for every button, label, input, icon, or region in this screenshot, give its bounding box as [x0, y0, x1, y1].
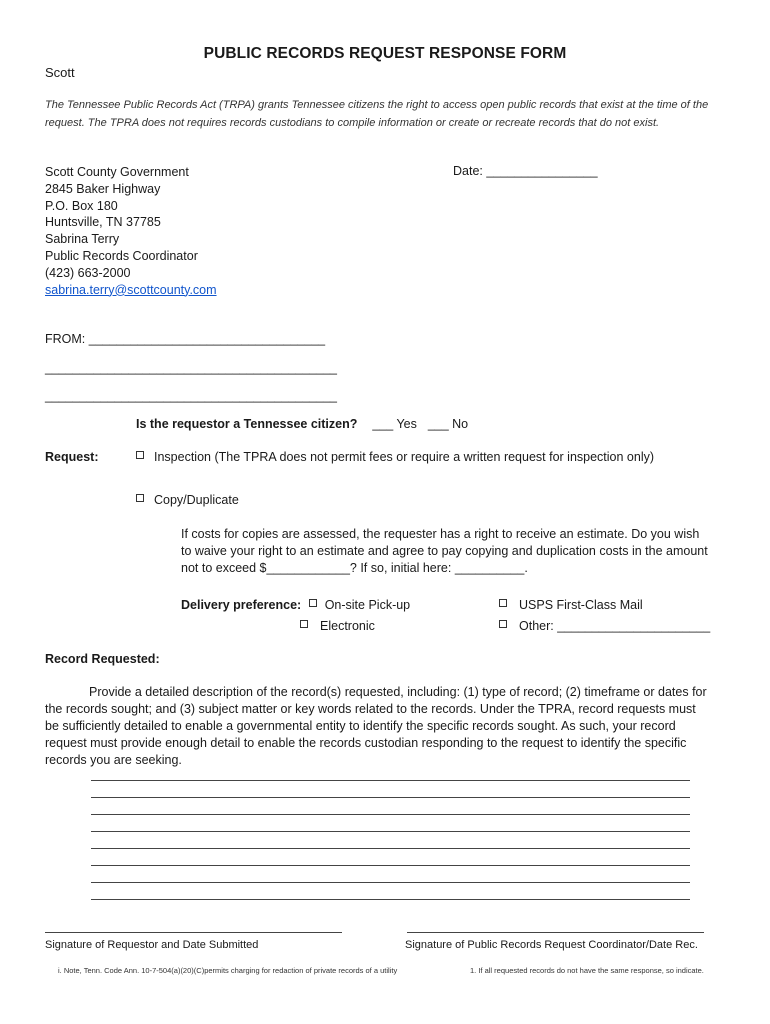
record-line[interactable]: [91, 882, 690, 883]
phone: (423) 663-2000: [45, 265, 131, 280]
copy-checkbox[interactable]: [136, 494, 144, 502]
county-label: Scott: [45, 65, 75, 80]
citizen-yes[interactable]: ___ Yes: [372, 417, 417, 431]
contact-title: Public Records Coordinator: [45, 248, 198, 263]
record-heading: Record Requested:: [45, 652, 160, 666]
delivery-onsite[interactable]: [181, 598, 410, 612]
record-line[interactable]: [91, 797, 690, 798]
org-name: Scott County Government: [45, 165, 189, 179]
citizen-no[interactable]: ___ No: [427, 417, 469, 431]
record-line[interactable]: [91, 831, 690, 832]
inspection-label: Inspection (The TPRA does not permit fees or require a written request for inspection only): [154, 450, 655, 464]
record-description-text: Provide a detailed description of the record(s) requested, including: (1) type of record; (2) timeframe or dates for the records sought; and (3) subject matter or key words related to the records. Under the TPRA, record requests must be sufficiently detailed to enable a governmental entity to identify the specific records sought. As such, your record request must provide enough detail to enable the records custodian responding to the request to identify the specific records you are seeking.: [45, 685, 707, 767]
street: 2845 Baker Highway: [45, 181, 161, 196]
citizen-question-text: Is the requestor a Tennessee citizen?: [136, 417, 358, 431]
onsite-checkbox[interactable]: [309, 599, 317, 607]
footnote-right: 1. If all requested records do not have the same response, so indicate.: [470, 966, 704, 975]
copy-option[interactable]: [136, 493, 239, 507]
record-line[interactable]: [91, 848, 690, 849]
form-title: PUBLIC RECORDS REQUEST RESPONSE FORM: [203, 45, 567, 62]
intro-text: The Tennessee Public Records Act (TRPA) grants Tennessee citizens the right to access open public records that exist at the time of the request. The TPRA does not requires records custodians to compile information or create or recreate records that do not exist.: [45, 99, 709, 129]
delivery-electronic[interactable]: [300, 619, 375, 633]
other-label[interactable]: Other: ______________________: [519, 619, 711, 633]
usps-checkbox[interactable]: [499, 599, 507, 607]
record-line[interactable]: [91, 780, 690, 781]
delivery-other[interactable]: [499, 619, 710, 633]
from-line-2[interactable]: __________________________________________: [45, 361, 337, 375]
from-field[interactable]: FROM: __________________________________: [45, 332, 326, 346]
date-field[interactable]: Date: ________________: [453, 164, 598, 178]
record-line[interactable]: [91, 814, 690, 815]
onsite-label: On-site Pick-up: [324, 598, 411, 612]
delivery-usps[interactable]: [499, 598, 643, 612]
record-line[interactable]: [91, 899, 690, 900]
contact-name: Sabrina Terry: [45, 232, 120, 247]
electronic-checkbox[interactable]: [300, 620, 308, 628]
other-checkbox[interactable]: [499, 620, 507, 628]
copy-label: Copy/Duplicate: [154, 493, 239, 507]
request-label: Request:: [45, 450, 99, 464]
record-line[interactable]: [91, 865, 690, 866]
citizen-question: [136, 417, 468, 431]
requestor-signature-label: Signature of Requestor and Date Submitted: [45, 939, 259, 951]
requestor-signature-line[interactable]: [45, 932, 342, 933]
city: Huntsville, TN 37785: [45, 215, 161, 230]
from-line-3[interactable]: __________________________________________: [45, 389, 337, 403]
po-box: P.O. Box 180: [45, 198, 118, 213]
coordinator-signature-line[interactable]: [407, 932, 704, 933]
estimate-text: If costs for copies are assessed, the requester has a right to receive an estimate. Do you wish to waive your right to an estimate and agree to pay copying and duplication costs in the amount not to exceed $____________? If so, initial here: __________.: [181, 527, 708, 575]
usps-label: USPS First-Class Mail: [519, 598, 643, 612]
inspection-option[interactable]: [136, 450, 654, 464]
electronic-label: Electronic: [320, 619, 375, 633]
coordinator-signature-label: Signature of Public Records Request Coordinator/Date Rec.: [405, 939, 698, 951]
delivery-label: Delivery preference:: [181, 598, 302, 612]
record-description: [45, 684, 707, 769]
inspection-checkbox[interactable]: [136, 451, 144, 459]
email-link[interactable]: sabrina.terry@scottcounty.com: [45, 282, 217, 297]
address-block: [45, 164, 217, 298]
footnote-left: i. Note, Tenn. Code Ann. 10-7-504(a)(20)(C)permits charging for redaction of private records of a utility: [58, 966, 398, 975]
